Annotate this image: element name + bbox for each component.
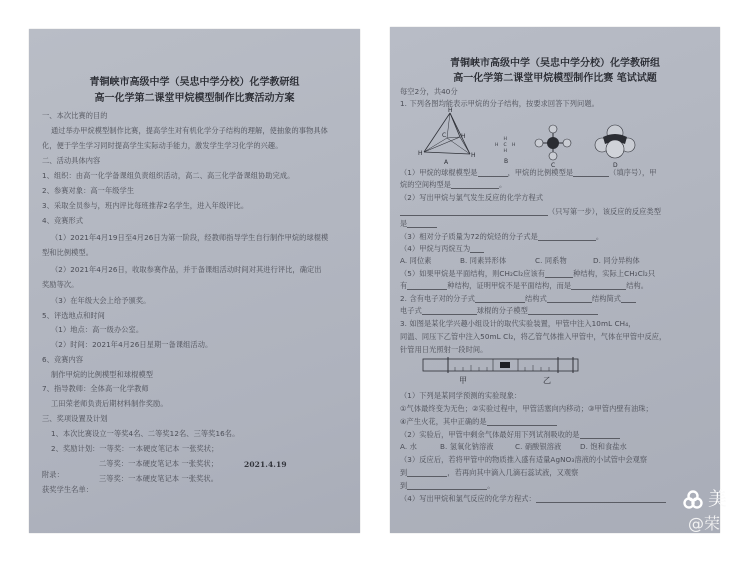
answer-blank[interactable] — [475, 295, 525, 303]
svg-text:H: H — [503, 137, 507, 142]
list-item: 7、指导教师：全体高一化学教师 — [42, 384, 149, 393]
syringe-apparatus-icon — [423, 357, 583, 385]
answer-blank[interactable] — [407, 282, 447, 290]
appendix-label: 附录： — [42, 470, 64, 479]
paragraph-line: 型和比例模型。 — [42, 248, 94, 257]
answer-blank[interactable] — [536, 495, 666, 503]
svg-text:B: B — [504, 158, 509, 165]
question-line: 电子式 球棍的分子模型 — [400, 306, 598, 315]
list-item: 二等奖：一本硬皮笔记本 一张奖状； — [99, 459, 218, 468]
question-line: （只写第一步），该反应的反应类型 — [400, 207, 661, 216]
answer-blank[interactable] — [400, 208, 548, 216]
question-line: ④产生火花，其中正确的是 — [400, 417, 557, 426]
answer-blank[interactable] — [538, 233, 596, 241]
score-info: 每空2分，共40分 — [400, 87, 458, 96]
answer-blank[interactable] — [407, 220, 437, 228]
paragraph-line: （3）在年级大会上给予颁奖。 — [51, 296, 151, 305]
answer-blank[interactable] — [621, 295, 636, 303]
question-line: 烷的空间构型是 。 — [400, 180, 507, 189]
watermark-brand: 美 — [708, 488, 728, 510]
question-line: （1）甲烷的球棍模型是 ，甲烷的比例模型是 （填序号），甲 — [400, 168, 657, 177]
list-item: 2、奖励计划：一等奖：一本硬皮笔记本 一张奖状； — [51, 444, 219, 453]
section-heading: 5、评选地点和时间 — [42, 311, 105, 320]
paragraph-line: 化，便于学生学习同时提高学生实际动手能力，激发学生学习化学的兴趣。 — [42, 141, 283, 150]
svg-text:C: C — [551, 162, 556, 169]
svg-text:H: H — [418, 150, 423, 157]
answer-blank[interactable] — [451, 181, 499, 189]
svg-text:H: H — [448, 107, 453, 114]
paragraph-line: （1）2021年4月19日至4月26日为第一阶段，经教师指导学生自行制作甲烷的球棍模 — [51, 233, 329, 242]
answer-blank[interactable] — [487, 418, 557, 426]
answer-blank[interactable] — [407, 482, 487, 490]
tetrahedron-model-icon — [418, 107, 480, 166]
paragraph-line: 工田荣老师负责后期材料制作奖励。 — [51, 399, 168, 408]
list-item: （1）地点：高一级办公室。 — [51, 325, 144, 334]
ball-stick-model-icon — [533, 123, 573, 169]
svg-text:C: C — [503, 143, 507, 148]
svg-text:D: D — [613, 162, 618, 169]
written-test-document — [390, 27, 720, 533]
question-line: （4）写出甲烷和氯气反应的化学方程式： — [400, 494, 666, 503]
question-line: 到 。 — [400, 481, 495, 490]
paragraph-line: 通过举办甲烷模型制作比赛，提高学生对有机化学分子结构的理解，使抽象的事物具体 — [51, 126, 328, 135]
document-date: 2021.4.19 — [244, 460, 287, 469]
document-title-line2: 高一化学第二课堂甲烷模型制作比赛 笔试试题 — [453, 73, 657, 84]
answer-blank[interactable] — [573, 169, 609, 177]
question-1-intro: 1. 下列各图均能表示甲烷的分子结构，按要求回答下列问题。 — [400, 99, 599, 108]
question-line: 2. 含有电子对的分子式 结构式 结构简式 — [400, 294, 636, 303]
list-item: 4、竞赛形式 — [42, 216, 84, 225]
question-line: （3）相对分子质量为72的烷烃的分子式是 。 — [400, 232, 604, 241]
document-title-line1: 青铜峡市高级中学（吴忠中学分校）化学教研组 — [450, 58, 660, 69]
svg-text:乙: 乙 — [543, 376, 551, 385]
list-item: 2、参赛对象：高一年级学生 — [42, 186, 135, 195]
list-item: 1、本次比赛设立一等奖4名、二等奖12名、三等奖16名。 — [51, 429, 240, 438]
space-filling-model-icon — [595, 125, 635, 169]
paragraph-line: 制作甲烷的比例模型和球棍模型 — [51, 370, 154, 379]
list-item: 3、采取全员参与，班内评比每班推荐2名学生，进入年级评比。 — [42, 201, 249, 210]
winners-list-label: 获奖学生名单： — [42, 485, 94, 494]
section-heading: 6、竞赛内容 — [42, 355, 84, 364]
structural-formula-icon — [495, 134, 519, 164]
answer-blank[interactable] — [528, 307, 598, 315]
answer-blank[interactable] — [407, 469, 447, 477]
question-line: （2）实验后，甲管中剩余气体最好用下列试剂吸收的是 — [400, 430, 620, 439]
section-heading: 一、本次比赛的目的 — [42, 111, 108, 120]
answer-blank[interactable] — [422, 307, 477, 315]
question-line: （3）反应后，若将甲管中的物质推入盛有适量AgNO₃溶液的小试管中会观察 — [400, 455, 648, 464]
answer-blank[interactable] — [580, 431, 620, 439]
question-line: 是 — [400, 219, 437, 228]
question-line: 针管用日光照射一段时间。 — [400, 345, 488, 354]
meipian-logo-icon — [682, 489, 704, 511]
question-line: 有 种结构，证明甲烷不是平面结构，而是 结构。 — [400, 281, 649, 290]
question-line: ①气体最终变为无色；②实验过程中，甲管活塞向内移动；③甲管内壁有油珠； — [400, 404, 653, 413]
svg-text:H: H — [512, 143, 516, 148]
svg-text:A: A — [444, 159, 449, 166]
answer-blank[interactable] — [470, 245, 484, 253]
meipian-watermark — [680, 485, 750, 535]
section-heading: 二、活动具体内容 — [42, 156, 101, 165]
answer-blank[interactable] — [571, 282, 626, 290]
list-item: （2）时间：2021年4月26日星期一备课组活动。 — [51, 340, 213, 349]
svg-text:甲: 甲 — [459, 376, 467, 385]
paragraph-line: （2）2021年4月26日，收取参赛作品，并于备课组活动时间对其进行评比，确定出 — [51, 265, 322, 274]
question-line: 同温、同压下乙管中注入50mL Cl₂，将乙管气体推入甲管中，气体在甲管中反应， — [400, 332, 667, 341]
question-line: 到 ，若再向其中滴入几滴石蕊试液，又观察 — [400, 468, 579, 477]
svg-text:C: C — [442, 132, 447, 139]
svg-text:H: H — [503, 149, 507, 154]
svg-text:H: H — [471, 152, 476, 159]
options-row: A. 水 B. 氢氧化钠溶液 C. 硝酸银溶液 D. 饱和食盐水 — [400, 442, 627, 451]
question-line: （5）如果甲烷是平面结构，则CH₂Cl₂应该有 种结构，实际上CH₂Cl₂只 — [400, 269, 656, 278]
answer-blank[interactable] — [547, 295, 592, 303]
paragraph-line: 奖励等次。 — [42, 280, 79, 289]
question-line: （2）写出甲烷与氯气发生反应的化学方程式 — [400, 193, 544, 202]
options-row: A. 同位素 B. 同素异形体 C. 同系物 D. 同分异构体 — [400, 256, 640, 265]
answer-blank[interactable] — [478, 169, 508, 177]
question-line: （4）甲烷与丙烷互为 — [400, 244, 484, 253]
document-title-line2: 高一化学第二课堂甲烷模型制作比赛活动方案 — [94, 93, 295, 104]
list-item: 三等奖：一本硬皮笔记本 一张奖状。 — [99, 474, 218, 483]
question-line: （1）下列是某同学预测的实验现象： — [400, 391, 522, 400]
activity-plan-document — [29, 29, 360, 533]
answer-blank[interactable] — [545, 270, 573, 278]
list-item: 1、组织：由高一化学备课组负责组织活动，高二、高三化学备课组协助完成。 — [42, 171, 295, 180]
section-heading: 三、奖项设置及计划 — [42, 414, 108, 423]
question-line: 3. 如图是某化学兴趣小组设计的取代实验装置，甲管中注入10mL CH₄， — [400, 319, 636, 328]
watermark-handle: @荣 — [688, 514, 721, 533]
svg-text:H: H — [461, 133, 466, 140]
document-title-line1: 青铜峡市高级中学（吴忠中学分校）化学教研组 — [89, 77, 300, 88]
svg-text:H: H — [495, 143, 499, 148]
